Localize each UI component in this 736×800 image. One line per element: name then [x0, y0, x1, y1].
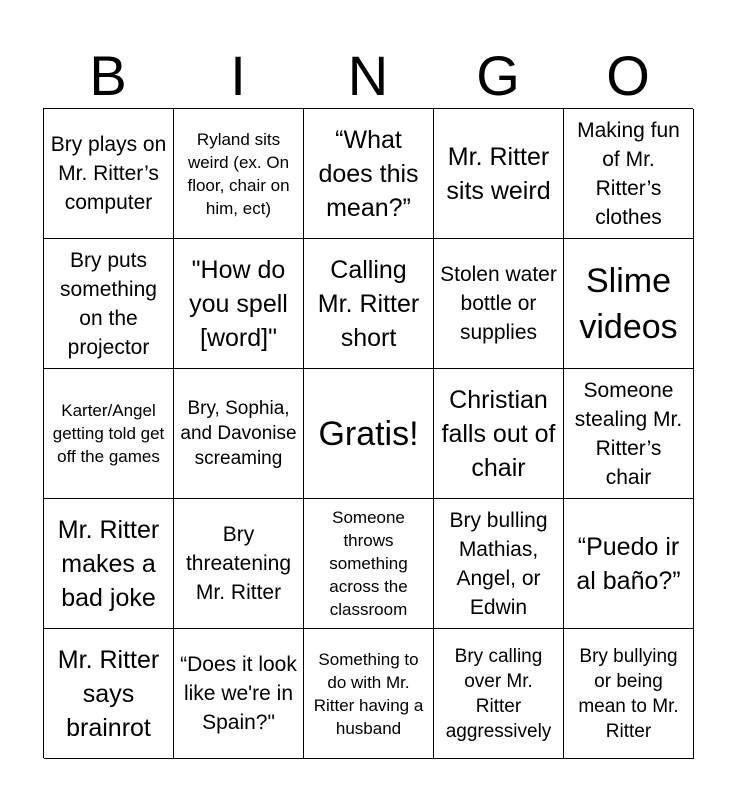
header-letter-i: I — [230, 44, 246, 107]
cell-text: Bry bullying or being mean to Mr. Ritter — [578, 645, 679, 742]
bingo-cell[interactable] — [434, 499, 564, 629]
cell-text: Stolen water bottle or supplies — [440, 263, 557, 344]
bingo-cell[interactable] — [304, 499, 434, 629]
bingo-cell[interactable] — [304, 109, 434, 239]
bingo-cell[interactable] — [564, 369, 694, 499]
bingo-cell[interactable] — [174, 239, 304, 369]
header-letter-n: N — [347, 44, 389, 107]
bingo-header — [43, 45, 693, 107]
bingo-cell[interactable] — [44, 629, 174, 759]
bingo-cell[interactable] — [564, 499, 694, 629]
bingo-cell[interactable] — [564, 239, 694, 369]
cell-text: Someone stealing Mr. Ritter’s chair — [574, 378, 683, 489]
cell-text: Bry threatening Mr. Ritter — [185, 523, 292, 604]
cell-text: Something to do with Mr. Ritter having a husband — [313, 649, 424, 738]
cell-text: Bry puts something on the projector — [60, 248, 157, 359]
bingo-cell[interactable] — [174, 499, 304, 629]
cell-text: Christian falls out of chair — [441, 385, 556, 482]
cell-text: Ryland sits weird (ex. On floor, chair on him, ect) — [187, 129, 290, 218]
bingo-cell[interactable] — [434, 629, 564, 759]
bingo-cell[interactable] — [44, 369, 174, 499]
cell-text: "How do you spell [word]" — [189, 255, 288, 352]
cell-text: Mr. Ritter makes a bad joke — [57, 515, 160, 612]
cell-text: Slime videos — [579, 261, 678, 346]
cell-text: Mr. Ritter says brainrot — [57, 645, 160, 742]
bingo-cell[interactable] — [174, 109, 304, 239]
cell-text: “Does it look like we're in Spain?" — [180, 653, 297, 734]
cell-text: Making fun of Mr. Ritter’s clothes — [577, 118, 680, 229]
cell-text: “Puedo ir al baño?” — [576, 532, 681, 595]
header-letter-g: G — [476, 44, 520, 107]
cell-text: Bry plays on Mr. Ritter’s computer — [50, 133, 167, 214]
bingo-cell[interactable] — [434, 109, 564, 239]
bingo-cell[interactable] — [174, 629, 304, 759]
cell-text: “What does this mean?” — [318, 125, 419, 222]
free-space-cell[interactable] — [304, 369, 434, 499]
bingo-cell[interactable] — [434, 369, 564, 499]
header-letter-o: O — [606, 44, 650, 107]
cell-text: Bry, Sophia, and Davonise screaming — [180, 398, 297, 469]
bingo-cell[interactable] — [304, 629, 434, 759]
bingo-cell[interactable] — [564, 629, 694, 759]
cell-text: Someone throws something across the classroom — [329, 508, 408, 619]
bingo-cell[interactable] — [44, 499, 174, 629]
free-space-text: Gratis! — [318, 414, 419, 453]
header-letter-b: B — [89, 44, 127, 107]
cell-text: Calling Mr. Ritter short — [317, 255, 420, 352]
bingo-cell[interactable] — [44, 109, 174, 239]
bingo-cell[interactable] — [564, 109, 694, 239]
cell-text: Bry calling over Mr. Ritter aggressively — [445, 645, 552, 742]
bingo-cell[interactable] — [304, 239, 434, 369]
cell-text: Bry bulling Mathias, Angel, or Edwin — [449, 508, 548, 619]
bingo-cell[interactable] — [174, 369, 304, 499]
cell-text: Mr. Ritter sits weird — [446, 142, 551, 205]
bingo-grid — [43, 108, 693, 758]
bingo-cell[interactable] — [434, 239, 564, 369]
cell-text: Karter/Angel getting told get off the games — [52, 401, 165, 466]
bingo-cell[interactable] — [44, 239, 174, 369]
